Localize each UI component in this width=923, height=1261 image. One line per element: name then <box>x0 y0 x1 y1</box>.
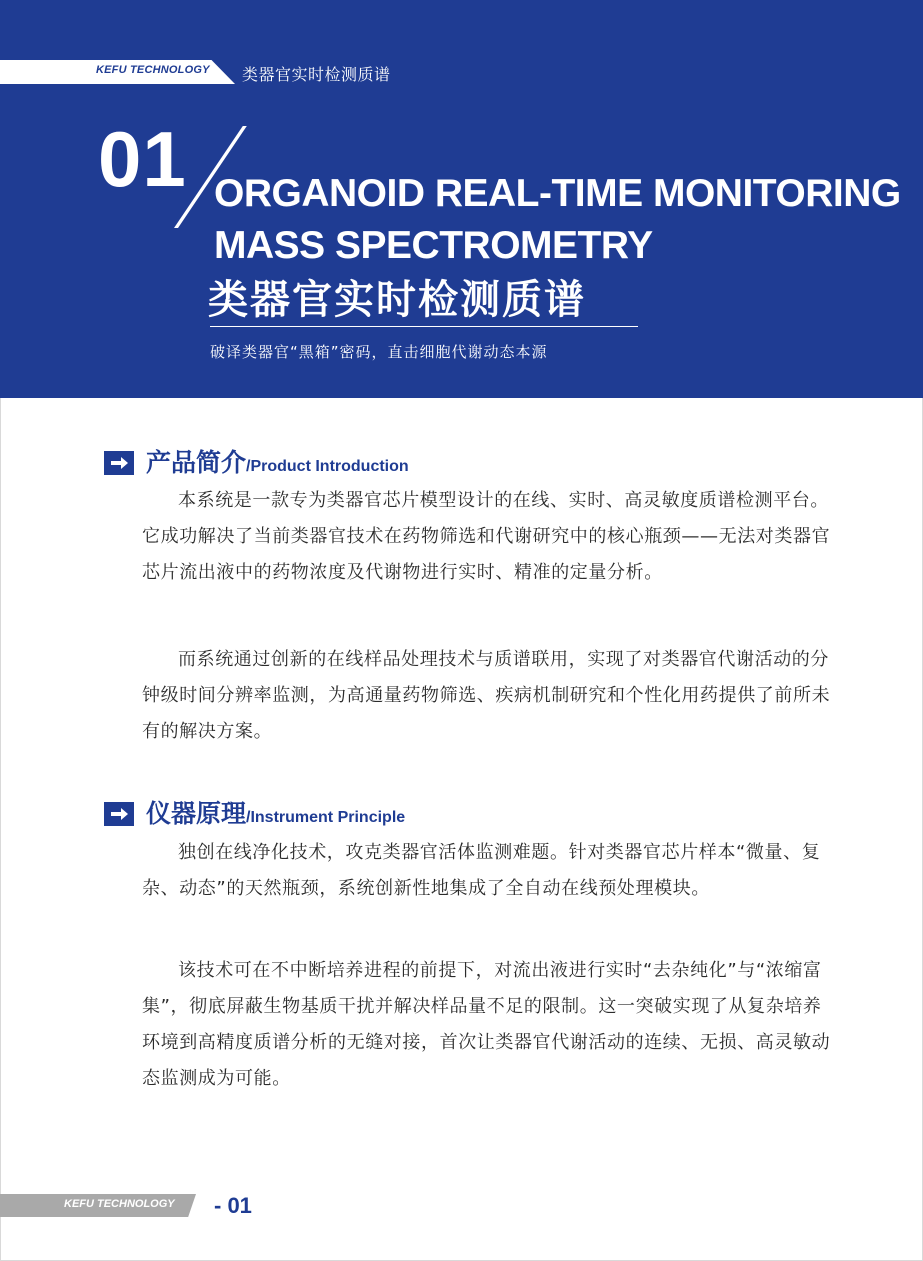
section-title-en: /Product Introduction <box>246 458 409 475</box>
section-title-en: /Instrument Principle <box>246 809 406 826</box>
arrow-right-icon <box>104 451 134 475</box>
section-title-zh: 仪器原理 <box>146 799 247 828</box>
paragraph: 该技术可在不中断培养进程的前提下，对流出液进行实时“去杂纯化”与“浓缩富集”，彻底屏蔽生物基质干扰并解决样品量不足的限制。这一突破实现了从复杂培养环境到高精度质谱分析的无缝对接，首次让类器官代谢活动的连续、无损、高灵敏动态监测成为可能。 <box>142 960 831 1089</box>
section-title <box>146 445 409 485</box>
arrow-right-icon <box>104 802 134 826</box>
paragraph: 而系统通过创新的在线样品处理技术与质谱联用，实现了对类器官代谢活动的分钟级时间分辨率监测，为高通量药物筛选、疾病机制研究和个性化用药提供了前所未有的解决方案。 <box>142 649 831 742</box>
tagline: 破译类器官“黑箱”密码，直击细胞代谢动态本源 <box>210 343 548 361</box>
paragraph: 本系统是一款专为类器官芯片模型设计的在线、实时、高灵敏度质谱检测平台。它成功解决了当前类器官技术在药物筛选和代谢研究中的核心瓶颈——无法对类器官芯片流出液中的药物浓度及代谢物进行实时、精准的定量分析。 <box>142 490 831 583</box>
chinese-title: 类器官实时检测质谱 <box>208 277 586 323</box>
chapter-number: 01 <box>98 115 187 203</box>
english-title-line-2: MASS SPECTROMETRY <box>214 224 653 267</box>
title-divider <box>210 326 638 327</box>
section-title <box>146 796 405 836</box>
page-number: - 01 <box>214 1193 252 1218</box>
english-title <box>214 168 901 272</box>
running-title: 类器官实时检测质谱 <box>242 65 391 84</box>
header-banner <box>0 0 923 398</box>
footer-brand: KEFU TECHNOLOGY <box>64 1198 175 1210</box>
english-title-line-1: ORGANOID REAL-TIME MONITORING <box>214 172 901 215</box>
header-brand: KEFU TECHNOLOGY <box>96 64 210 76</box>
paragraph: 独创在线净化技术，攻克类器官活体监测难题。针对类器官芯片样本“微量、复杂、动态”的天然瓶颈，系统创新性地集成了全自动在线预处理模块。 <box>142 842 821 899</box>
section-title-zh: 产品简介 <box>146 448 247 477</box>
